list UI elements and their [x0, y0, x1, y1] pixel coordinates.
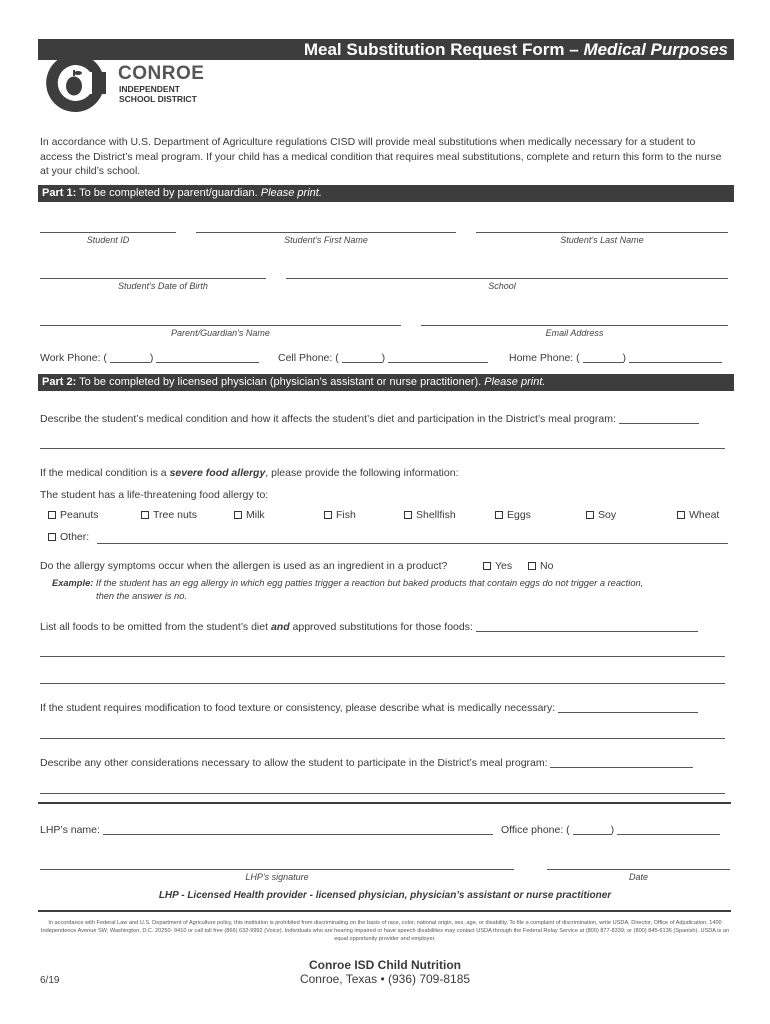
- life-threat-label: The student has a life-threatening food allergy to:: [40, 489, 269, 501]
- ingredient-question: Do the allergy symptoms occur when the allergen is used as an ingredient in a product?: [40, 560, 448, 572]
- lhp-definition: LHP - Licensed Health provider - licensed physician, physician’s assistant or nurse practitioner: [158, 890, 612, 901]
- allergen-milk-label: Milk: [246, 509, 265, 521]
- ingredient-no[interactable]: [528, 560, 553, 572]
- checkbox-shellfish[interactable]: [404, 511, 412, 519]
- office-phone-paren: ): [610, 824, 615, 836]
- guardian-name-field[interactable]: [40, 325, 401, 326]
- allergen-eggs-label: Eggs: [507, 509, 531, 521]
- footer-contact: Conroe, Texas • (936) 709-8185: [299, 972, 471, 986]
- title-bar: [38, 39, 734, 60]
- dob-label: Student’s Date of Birth: [118, 281, 208, 291]
- texture-field-2[interactable]: [40, 738, 725, 739]
- allergy-bold: severe food allergy: [169, 467, 266, 479]
- considerations-row: [40, 757, 693, 769]
- home-phone-paren: ): [622, 352, 627, 364]
- ingredient-yes[interactable]: [483, 560, 512, 572]
- cell-phone-field[interactable]: [388, 353, 488, 363]
- allergen-tree-nuts[interactable]: [141, 509, 197, 521]
- cell-phone-row: [278, 352, 488, 364]
- district-line2: INDEPENDENT: [119, 84, 180, 94]
- date-field[interactable]: [547, 869, 730, 870]
- first-name-label: Student’s First Name: [284, 235, 368, 245]
- lhp-name-label: LHP’s name:: [40, 824, 100, 836]
- work-phone-area-field[interactable]: [110, 353, 150, 363]
- cell-phone-paren: ): [381, 352, 386, 364]
- last-name-label: Student’s Last Name: [560, 235, 644, 245]
- considerations-field-2[interactable]: [40, 793, 725, 794]
- intro-paragraph: In accordance with U.S. Department of Agriculture regulations CISD will provide meal substitutions when medically necessary for a student to access the District’s meal program. If your child has a medical condition that requires meal substitutions, complete and return this form to the nurse at your child’s school.: [40, 136, 722, 177]
- allergen-tree-nuts-label: Tree nuts: [153, 509, 197, 521]
- checkbox-soy[interactable]: [586, 511, 594, 519]
- allergen-peanuts-label: Peanuts: [60, 509, 99, 521]
- part1-header: [38, 185, 734, 202]
- allergen-milk[interactable]: [234, 509, 265, 521]
- allergen-other-label: Other:: [60, 531, 90, 543]
- date-label: Date: [628, 872, 648, 882]
- office-phone-area-field[interactable]: [573, 825, 611, 835]
- example-text: If the student has an egg allergy in which egg patties trigger a reaction but baked products that contain eggs do not trigger a reaction,: [93, 578, 644, 588]
- work-phone-label: Work Phone: (: [40, 352, 107, 364]
- example-text-2: then the answer is no.: [96, 591, 187, 601]
- describe-condition-field-2[interactable]: [40, 448, 725, 449]
- lhp-signature-label: LHP’s signature: [245, 872, 309, 882]
- allergen-shellfish[interactable]: [404, 509, 456, 521]
- checkbox-yes[interactable]: [483, 562, 491, 570]
- form-title-italic: Medical Purposes: [583, 40, 728, 59]
- allergen-wheat-label: Wheat: [689, 509, 720, 521]
- home-phone-label: Home Phone: (: [509, 352, 580, 364]
- email-field[interactable]: [421, 325, 728, 326]
- checkbox-eggs[interactable]: [495, 511, 503, 519]
- form-title: Meal Substitution Request Form –: [303, 40, 584, 59]
- apple-logo-icon: [44, 52, 106, 114]
- work-phone-paren: ): [149, 352, 154, 364]
- lhp-name-field[interactable]: [103, 825, 493, 835]
- form-date-code: 6/19: [40, 975, 60, 986]
- district-logo: [44, 52, 106, 114]
- allergen-fish[interactable]: [324, 509, 356, 521]
- last-name-field[interactable]: [476, 232, 728, 233]
- section-divider: [38, 802, 731, 804]
- texture-label: If the student requires modification to food texture or consistency, please describe what is medically necessary:: [40, 702, 556, 714]
- part2-italic: Please print.: [484, 376, 546, 388]
- lhp-signature-field[interactable]: [40, 869, 514, 870]
- texture-row: [40, 702, 698, 714]
- cell-phone-area-field[interactable]: [342, 353, 382, 363]
- ingredient-no-label: No: [540, 560, 554, 572]
- example-note: [52, 578, 643, 588]
- part2-header: [38, 374, 734, 391]
- part2-label: Part 2:: [42, 376, 77, 388]
- ingredient-yes-label: Yes: [495, 560, 513, 572]
- part1-italic: Please print.: [260, 187, 322, 199]
- allergen-other: [48, 531, 89, 543]
- allergen-fish-label: Fish: [336, 509, 356, 521]
- allergy-pre: If the medical condition is a: [40, 467, 170, 479]
- omit-foods-row: [40, 621, 698, 633]
- district-name: CONROE: [118, 63, 205, 84]
- checkbox-other[interactable]: [48, 533, 56, 541]
- omit-foods-field-2[interactable]: [40, 656, 725, 657]
- allergy-post: , please provide the following information:: [265, 467, 459, 479]
- district-line3: SCHOOL DISTRICT: [119, 94, 197, 104]
- allergen-shellfish-label: Shellfish: [416, 509, 456, 521]
- describe-condition-field[interactable]: [619, 414, 699, 424]
- email-label: Email Address: [545, 328, 604, 338]
- considerations-field[interactable]: [550, 758, 693, 768]
- checkbox-milk[interactable]: [234, 511, 242, 519]
- allergen-eggs[interactable]: [495, 509, 531, 521]
- school-field[interactable]: [286, 278, 728, 279]
- home-phone-area-field[interactable]: [583, 353, 623, 363]
- allergen-wheat[interactable]: [677, 509, 719, 521]
- omit-bold: and: [270, 621, 290, 633]
- omit-pre: List all foods to be omitted from the student’s diet: [40, 621, 271, 633]
- student-id-field[interactable]: [40, 232, 176, 233]
- texture-field[interactable]: [558, 703, 698, 713]
- footer-dept: Conroe ISD Child Nutrition: [309, 958, 461, 972]
- allergen-other-field[interactable]: [97, 543, 728, 544]
- allergen-soy-label: Soy: [598, 509, 617, 521]
- checkbox-no[interactable]: [528, 562, 536, 570]
- omit-post: approved substitutions for those foods:: [289, 621, 473, 633]
- work-phone-row: [40, 352, 259, 364]
- part1-label: Part 1:: [42, 187, 77, 199]
- home-phone-row: [509, 352, 722, 364]
- nondiscrimination-statement: In accordance with Federal Law and U.S. Department of Agriculture policy, this institution is prohibited from discriminating on the basis of race, color, national origin, sex, age, or disability. To file a complaint of discrimination, write USDA, Director, Office of Adjudication, 1400 Independence Avenue SW, Washington, D.C. 20250- 9410 or call toll free (866) 632-9992 (Voice). Individuals who are hearing impaired or have speech disabilities may contact USDA through the Federal Relay Service at (800) 877-8339; or (800) 845-6136 (Spanish). USDA is an equal opportunity provider and employer.: [40, 920, 730, 942]
- allergen-soy[interactable]: [586, 509, 616, 521]
- considerations-label: Describe any other considerations necessary to allow the student to participate in the District’s meal program:: [40, 757, 548, 769]
- home-phone-field[interactable]: [629, 353, 722, 363]
- work-phone-field[interactable]: [156, 353, 259, 363]
- first-name-field[interactable]: [196, 232, 456, 233]
- student-id-label: Student ID: [86, 235, 130, 245]
- office-phone-label: Office phone: (: [501, 824, 570, 836]
- footer-divider: [38, 910, 731, 912]
- guardian-name-label: Parent/Guardian’s Name: [171, 328, 270, 338]
- office-phone-field[interactable]: [617, 825, 720, 835]
- lhp-name-row: [40, 824, 493, 836]
- part1-text: To be completed by parent/guardian.: [76, 187, 261, 199]
- checkbox-wheat[interactable]: [677, 511, 685, 519]
- allergen-peanuts[interactable]: [48, 509, 99, 521]
- dob-field[interactable]: [40, 278, 266, 279]
- school-label: School: [488, 281, 516, 291]
- checkbox-fish[interactable]: [324, 511, 332, 519]
- checkbox-tree-nuts[interactable]: [141, 511, 149, 519]
- cell-phone-label: Cell Phone: (: [278, 352, 339, 364]
- describe-condition-label: Describe the student’s medical condition and how it affects the student’s diet and participation in the District’s meal program:: [40, 413, 616, 425]
- omit-foods-field-3[interactable]: [40, 683, 725, 684]
- checkbox-peanuts[interactable]: [48, 511, 56, 519]
- example-label: Example:: [52, 578, 94, 588]
- part2-text: To be completed by licensed physician (physician’s assistant or nurse practitioner).: [76, 376, 485, 388]
- allergy-intro: [40, 467, 459, 479]
- omit-foods-field[interactable]: [476, 622, 698, 632]
- describe-condition-row: [40, 413, 699, 425]
- office-phone-row: [501, 824, 720, 836]
